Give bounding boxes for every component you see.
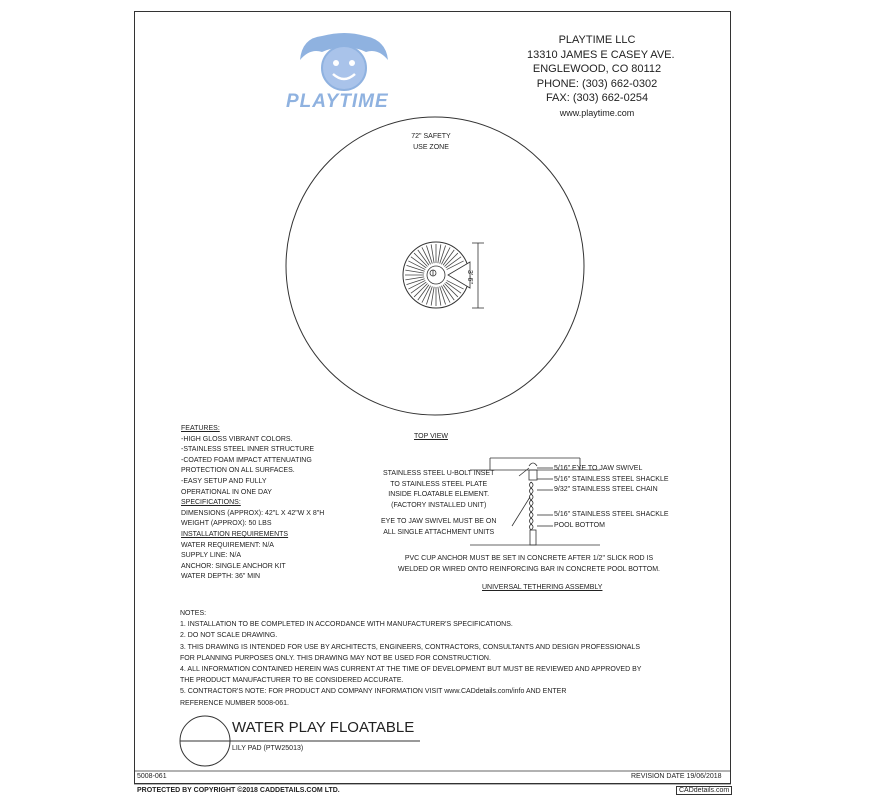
tether-right-callout-2: 5/16" STAINLESS STEEL SHACKLE POOL BOTTOM	[554, 511, 669, 529]
drawing-title: WATER PLAY FLOATABLE	[232, 719, 415, 736]
company-fax: FAX: (303) 662-0254	[545, 92, 649, 104]
features-block: FEATURES: -HIGH GLOSS VIBRANT COLORS. -STAINLESS STEEL INNER STRUCTURE -COATED FOAM IMPACT ATTENUATING PROTECTION ON ALL SURFACES. -EASY SETUP AND FULLY OPERATIONAL IN ONE DAY SPECIFICATIONS: DIMENSIONS (APPROX): 42"L X 42"W X 8"H WEIGHT (APPROX): 50 LBS INSTALLATION REQUIREMENTS WATER REQUIREMENT: N/A SUPPLY LINE: N/A ANCHOR: SINGLE ANCHOR KIT WATER DEPTH: 36" MIN	[181, 425, 325, 581]
revision-date: REVISION DATE 19/06/2018	[631, 773, 722, 780]
pvc-anchor-note: PVC CUP ANCHOR MUST BE SET IN CONCRETE AFTER 1/2" SLICK ROD IS WELDED OR WIRED ONTO REINFORCING BAR IN CONCRETE POOL BOTTOM.	[398, 555, 661, 573]
company-name: PLAYTIME LLC	[558, 34, 636, 46]
company-address1: 13310 JAMES E CASEY AVE.	[527, 48, 675, 61]
playtime-logo	[300, 33, 388, 90]
lily-pad	[403, 242, 470, 308]
tether-right-callout: 5/16" EYE TO JAW SWIVEL 5/16" STAINLESS STEEL SHACKLE 9/32" STAINLESS STEEL CHAIN	[554, 465, 669, 494]
company-info	[527, 33, 675, 120]
tether-left-callout: STAINLESS STEEL U-BOLT INSET TO STAINLESS STEEL PLATE INSIDE FLOATABLE ELEMENT. (FACTORY INSTALLED UNIT)	[383, 470, 495, 509]
company-phone: PHONE: (303) 662-0302	[536, 77, 658, 90]
company-address2: ENGLEWOOD, CO 80112	[532, 63, 662, 75]
drawing-subtitle: LILY PAD (PTW25013)	[232, 745, 304, 752]
top-view-label: TOP VIEW	[414, 433, 448, 440]
notes-block: NOTES: 1. INSTALLATION TO BE COMPLETED IN ACCORDANCE WITH MANUFACTURER'S SPECIFICATIONS. 2. DO NOT SCALE DRAWING. 3. THIS DRAWING IS INTENDED FOR USE BY ARCHITECTS, ENGINEERS, CONTRACTORS, CONSULTANTS AND DESIGN PROFESSIONALS FOR PLANNING PURPOSES ONLY. THIS DRAWING MAY NOT BE USED FOR CONSTRUCTION. 4. ALL INFORMATION CONTAINED HEREIN WAS CURRENT AT THE TIME OF DEVELOPMENT BUT MUST BE REVIEWED AND APPROVED BY THE PRODUCT MANUFACTURER TO BE CONSIDERED ACCURATE. 5. CONTRACTOR'S NOTE: FOR PRODUCT AND COMPANY INFORMATION VISIT www.CADdetails.com/info AND ENTER REFERENCE NUMBER 5008-061.	[180, 610, 642, 707]
tether-left-callout-2: EYE TO JAW SWIVEL MUST BE ON ALL SINGLE ATTACHMENT UNITS	[381, 518, 497, 536]
safety-zone-label: 72" SAFETY USE ZONE	[411, 133, 451, 151]
reference-number: 5008-061	[137, 773, 167, 780]
tether-assembly-label: UNIVERSAL TETHERING ASSEMBLY	[482, 584, 603, 591]
caddetails-link[interactable]: CADdetails.com	[676, 786, 732, 795]
company-web[interactable]: www.playtime.com	[559, 107, 635, 118]
logo-face	[322, 46, 366, 90]
logo-wordmark: PLAYTIME	[286, 91, 389, 112]
copyright-notice: PROTECTED BY COPYRIGHT ©2018 CADDETAILS.COM LTD.	[137, 787, 340, 794]
dimension-label: 3'-6"	[466, 270, 473, 284]
